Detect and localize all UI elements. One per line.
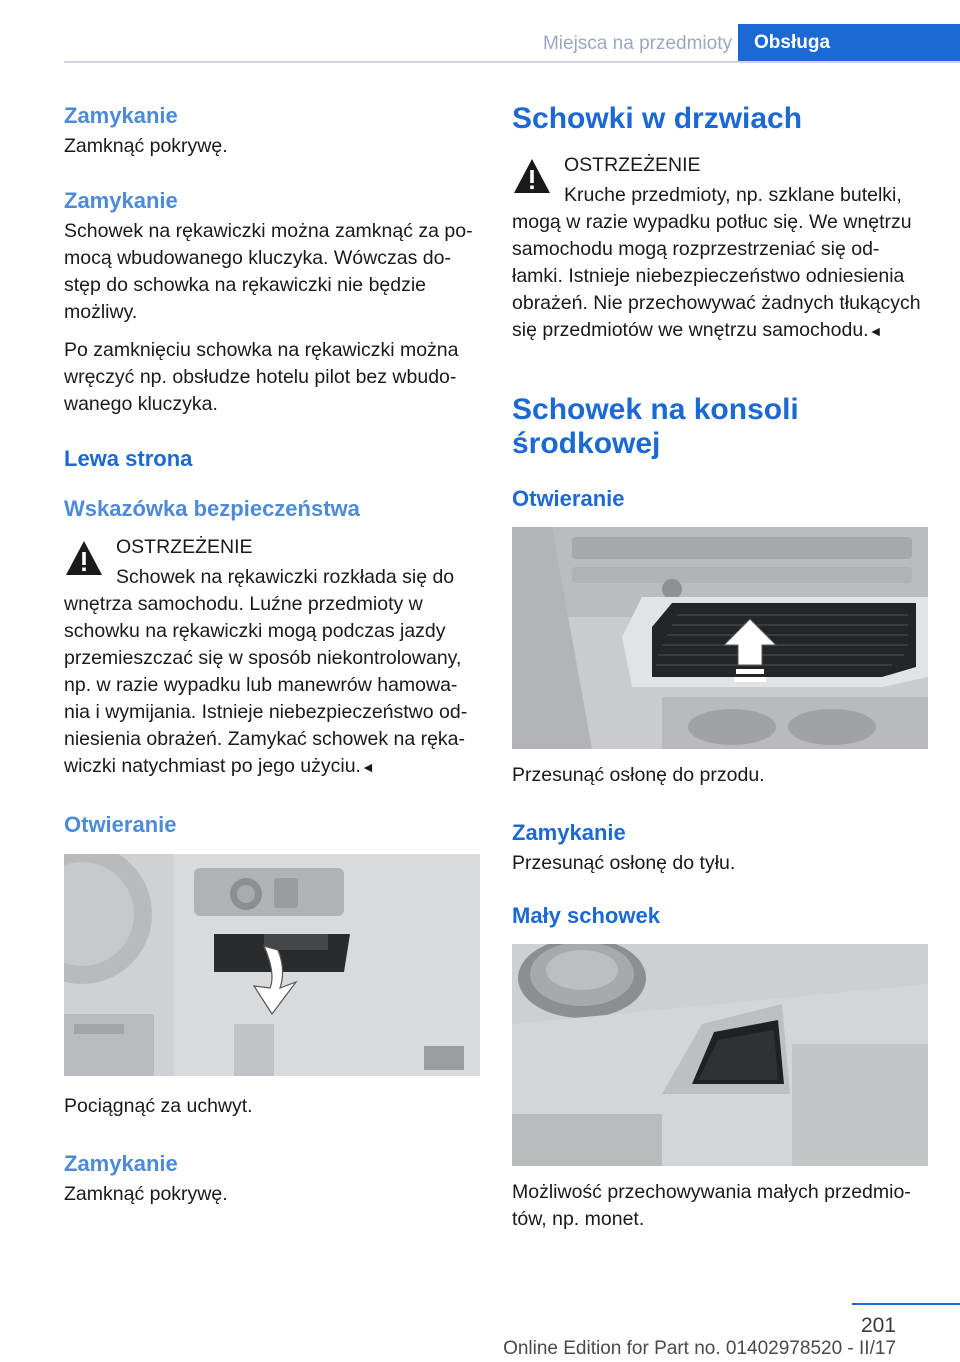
end-of-section-icon: ◄ [360, 759, 375, 775]
left-column [64, 100, 480, 1208]
heading-left-side: Lewa strona [64, 446, 193, 471]
text-close-lid-1: Zamknąć pokrywę. [64, 135, 228, 157]
figure-small-compartment [512, 944, 928, 1166]
right-column [512, 100, 928, 1233]
warning-triangle-icon [64, 538, 104, 578]
text-close-lid-2: Zamknąć pokrywę. [64, 1183, 228, 1205]
header-chapter-tab: Obsługa [738, 24, 960, 62]
warning-triangle-icon [512, 156, 552, 196]
text-lock-with-key: Schowek na rękawiczki można zamknąć za po-mocą wbudowanego kluczyka. Wówczas do-stęp do schowka na rękawiczki nie będzie możliwy. [64, 220, 473, 323]
header-section-title: Miejsca na przedmioty [542, 33, 732, 54]
footer-edition: Online Edition for Part no. 01402978520 - II/17 [503, 1338, 896, 1359]
caption-small-items: Możliwość przechowywania małych przedmio-tów, np. monet. [512, 1181, 911, 1230]
warning-body-door: Kruche przedmioty, np. szklane butelki, mogą w razie wypadku potłuc się. We wnętrzu samochodu mogą rozprzestrzeniać się od-łamki. Istnieje niebezpieczeństwo odniesienia obrażeń. Nie przechowywać żadnych tłukących się przedmiotów we wnętrzu samochodu.◄ [512, 184, 921, 341]
heading-small-compartment: Mały schowek [512, 903, 660, 928]
heading-closing-2: Zamykanie [64, 188, 178, 213]
heading-closing-right: Zamykanie [512, 820, 626, 845]
warning-glovebox [64, 534, 480, 781]
figure-glovebox-opening [64, 854, 480, 1076]
caption-pull-handle: Pociągnąć za uchwyt. [64, 1095, 253, 1117]
figure-console-cover [512, 527, 928, 749]
heading-closing-3: Zamykanie [64, 1151, 178, 1176]
page-number: 201 [860, 1314, 896, 1337]
heading-console-line-1: Schowek na konsoli [512, 393, 799, 426]
footer-rule [852, 1303, 960, 1305]
caption-slide-cover-forward: Przesunąć osłonę do przodu. [512, 764, 765, 786]
end-of-section-icon: ◄ [868, 323, 883, 339]
heading-opening-right: Otwieranie [512, 486, 625, 511]
heading-console-line-2: środkowej [512, 427, 661, 460]
header-rule [64, 61, 960, 63]
text-valet-key: Po zamknięciu schowka na rękawiczki można wręczyć np. obsłudze hotelu pilot bez wbudo-wanego kluczyka. [64, 339, 459, 415]
heading-opening-left: Otwieranie [64, 812, 177, 837]
warning-title: OSTRZEŻENIE [564, 154, 701, 176]
warning-title: OSTRZEŻENIE [116, 536, 253, 558]
heading-safety-note: Wskazówka bezpieczeństwa [64, 496, 360, 521]
heading-closing-1: Zamykanie [64, 103, 178, 128]
text-slide-cover-back: Przesunąć osłonę do tyłu. [512, 852, 736, 874]
warning-door [512, 152, 928, 345]
heading-door-compartments: Schowki w drzwiach [512, 102, 803, 135]
warning-body-glovebox: Schowek na rękawiczki rozkłada się do wnętrza samochodu. Luźne przedmioty w schowku na rękawiczki mogą podczas jazdy przemieszczać się w sposób niekontrolowany, np. w razie wypadku lub manewrów hamowa-nia i wymijania. Istnieje niebezpieczeństwo od-niesienia obrażeń. Zamykać schowek na ręka-wiczki natychmiast po jego użyciu.◄ [64, 566, 468, 777]
